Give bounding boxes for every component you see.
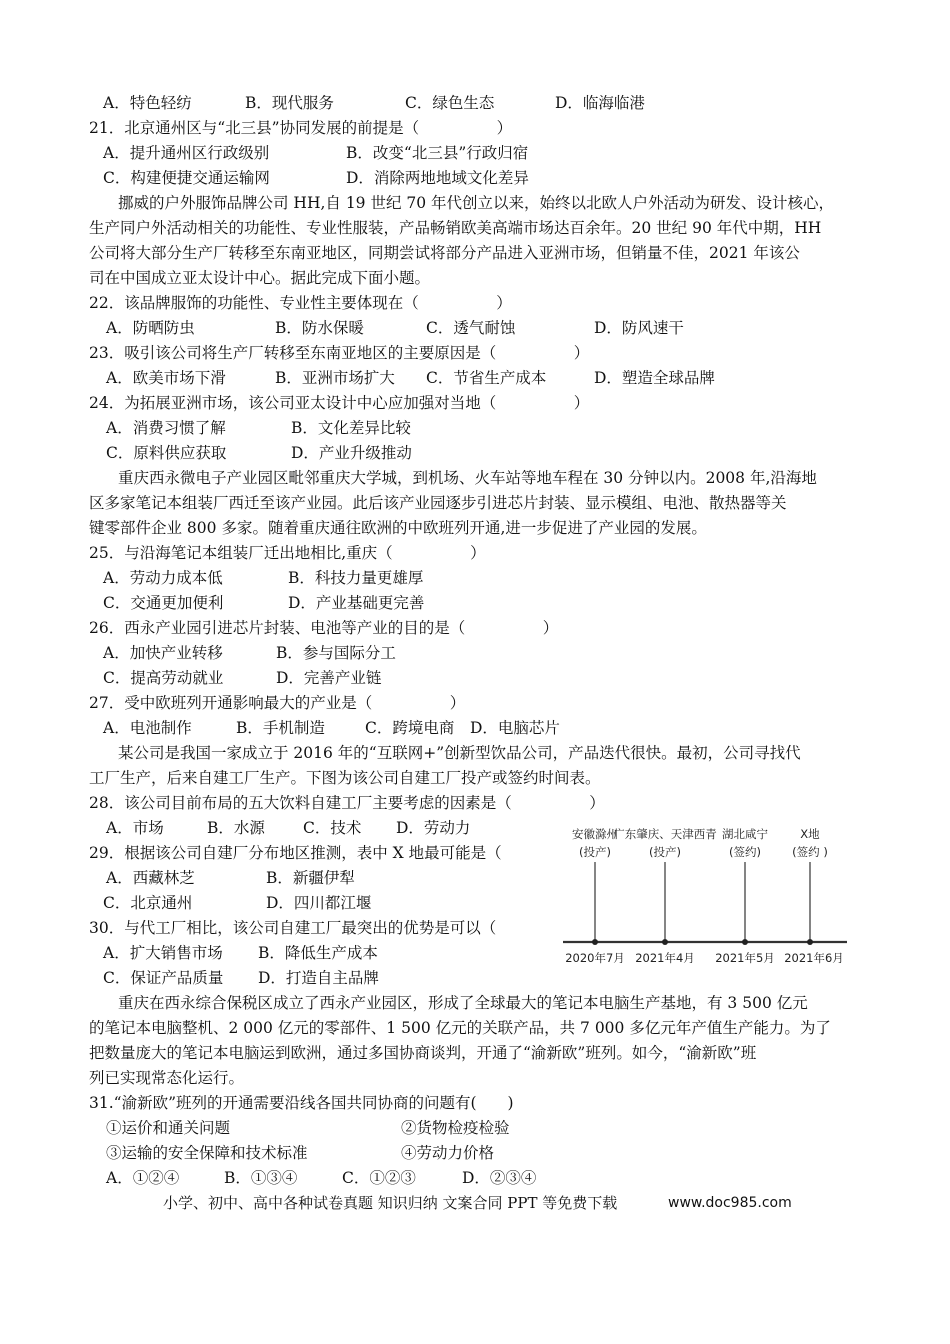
timeline-event-2	[613, 827, 717, 965]
q30-option-c: C．保证产品质量	[103, 969, 224, 987]
q31-option-a: A．①②④	[106, 1169, 180, 1187]
q25-option-c: C．交通更加便利	[103, 594, 224, 612]
q28-option-c: C．技术	[303, 819, 362, 837]
passage-yuxinou-line: 列已实现常态化运行。	[89, 1069, 245, 1087]
q21-option-a: A．提升通州区行政级别	[103, 144, 270, 162]
timeline-status-4: (签约 )	[792, 845, 828, 859]
q27-option-d: D．电脑芯片	[470, 719, 560, 737]
q26-option-b: B．参与国际分工	[276, 644, 396, 662]
q21-option-b: B．改变“北三县”行政归宿	[346, 144, 529, 162]
passage-xiyong-line: 区多家笔记本组装厂西迁至该产业园。此后该产业园逐步引进芯片封装、显示模组、电池、散热器等关	[89, 494, 787, 512]
timeline-status-1: (投产)	[579, 845, 611, 859]
q31-option-c: C．①②③	[342, 1169, 416, 1187]
passage-yuxinou-line: 的笔记本电脑整机、2 000 亿元的零部件、1 500 亿元的关联产品，共 7 000 多亿元年产值生产能力。为了	[89, 1019, 831, 1037]
q28-option-b: B．水源	[207, 819, 265, 837]
timeline-event-3	[715, 827, 775, 965]
passage-hh-line: 生产同户外活动相关的功能性、专业性服装，产品畅销欧美高端市场达百余年。20 世纪 90 年代中期，HH	[89, 219, 822, 237]
q23-stem: 23．吸引该公司将生产厂转移至东南亚地区的主要原因是（ ）	[89, 344, 590, 362]
q26-option-d: D．完善产业链	[276, 669, 382, 687]
q22-option-b: B．防水保暖	[275, 319, 364, 337]
q25-option-d: D．产业基础更完善	[288, 594, 425, 612]
timeline-dot-2	[662, 939, 668, 945]
q27-option-a: A．电池制作	[103, 719, 192, 737]
q21-option-c: C．构建便捷交通运输网	[103, 169, 270, 187]
q31-stem: 31.“渝新欧”班列的开通需要沿线各国共同协商的问题有( )	[89, 1094, 514, 1112]
passage-drink-line: 工厂生产，后来自建工厂生产。下图为该公司自建工厂投产或签约时间表。	[89, 769, 601, 787]
passage-xiyong-line: 重庆西永微电子产业园区毗邻重庆大学城，到机场、火车站等地车程在 30 分钟以内。2008 年,沿海地	[118, 469, 817, 487]
q30-option-d: D．打造自主品牌	[258, 969, 379, 987]
q24-option-d: D．产业升级推动	[291, 444, 412, 462]
q23-option-c: C．节省生产成本	[426, 369, 547, 387]
timeline-event-1	[565, 827, 625, 965]
timeline-status-3: (签约)	[729, 845, 761, 859]
factory-timeline-figure	[555, 820, 855, 970]
q20-option-a: A．特色轻纺	[103, 94, 192, 112]
q27-stem: 27．受中欧班列开通影响最大的产业是（ ）	[89, 694, 466, 712]
timeline-date-2: 2021年4月	[635, 951, 695, 965]
q21-stem: 21．北京通州区与“北三县”协同发展的前提是（ ）	[89, 119, 513, 137]
q31-option-b: B．①③④	[224, 1169, 298, 1187]
timeline-dot-4	[807, 939, 813, 945]
q28-stem: 28．该公司目前布局的五大饮料自建工厂主要考虑的因素是（ ）	[89, 794, 605, 812]
q26-option-a: A．加快产业转移	[103, 644, 223, 662]
q26-stem: 26．西永产业园引进芯片封装、电池等产业的目的是（ ）	[89, 619, 559, 637]
timeline-place-1: 安徽滁州	[572, 827, 618, 841]
timeline-place-4: X地	[800, 827, 820, 841]
q30-option-b: B．降低生产成本	[258, 944, 378, 962]
q22-stem: 22．该品牌服饰的功能性、专业性主要体现在（ ）	[89, 294, 512, 312]
q29-option-d: D．四川都江堰	[266, 894, 372, 912]
q28-option-d: D．劳动力	[396, 819, 471, 837]
q29-option-c: C．北京通州	[103, 894, 193, 912]
q25-stem: 25．与沿海笔记本组装厂迁出地相比,重庆（ ）	[89, 544, 486, 562]
passage-yuxinou-line: 重庆在西永综合保税区成立了西永产业园区，形成了全球最大的笔记本电脑生产基地，有 3 500 亿元	[118, 994, 808, 1012]
q29-stem: 29．根据该公司自建厂分布地区推测，表中 X 地最可能是（	[89, 844, 502, 862]
q29-option-a: A．西藏林芝	[106, 869, 195, 887]
q23-option-b: B．亚洲市场扩大	[275, 369, 395, 387]
passage-hh-line: 挪威的户外服饰品牌公司 HH,自 19 世纪 70 年代创立以来，始终以北欧人户外活动为研发、设计核心，	[118, 194, 835, 212]
q27-option-b: B．手机制造	[236, 719, 325, 737]
timeline-event-4	[784, 827, 844, 965]
q31-item-2: ②货物检疫检验	[401, 1119, 510, 1137]
q25-option-b: B．科技力量更雄厚	[288, 569, 424, 587]
footer-url[interactable]: www.doc985.com	[668, 1195, 792, 1211]
q20-option-c: C．绿色生态	[405, 94, 495, 112]
timeline-dot-3	[742, 939, 748, 945]
q24-option-b: B．文化差异比较	[291, 419, 411, 437]
q29-option-b: B．新疆伊犁	[266, 869, 355, 887]
passage-drink-line: 某公司是我国一家成立于 2016 年的“互联网+”创新型饮品公司，产品迭代很快。最初，公司寻找代	[118, 744, 801, 762]
passage-xiyong-line: 键零部件企业 800 多家。随着重庆通往欧洲的中欧班列开通,进一步促进了产业园的发展。	[89, 519, 707, 537]
q30-option-a: A．扩大销售市场	[103, 944, 223, 962]
passage-hh-line: 司在中国成立亚太设计中心。据此完成下面小题。	[89, 269, 431, 287]
q22-option-d: D．防风速干	[594, 319, 684, 337]
timeline-date-4: 2021年6月	[784, 951, 844, 965]
q20-option-d: D．临海临港	[555, 94, 645, 112]
timeline-date-3: 2021年5月	[715, 951, 775, 965]
q22-option-a: A．防晒防虫	[106, 319, 195, 337]
footer-text: 小学、初中、高中各种试卷真题 知识归纳 文案合同 PPT 等免费下载	[163, 1194, 618, 1212]
q31-option-d: D．②③④	[462, 1169, 537, 1187]
q20-option-b: B．现代服务	[245, 94, 334, 112]
q23-option-d: D．塑造全球品牌	[594, 369, 715, 387]
timeline-place-2: 广东肇庆、天津西青	[613, 827, 717, 841]
passage-yuxinou-line: 把数量庞大的笔记本电脑运到欧洲，通过多国协商谈判，开通了“渝新欧”班列。如今，“渝新欧”班	[89, 1044, 757, 1062]
passage-hh-line: 公司将大部分生产厂转移至东南亚地区，同期尝试将部分产品进入亚洲市场，但销量不佳，2021 年该公	[89, 244, 800, 262]
q30-stem: 30．与代工厂相比，该公司自建工厂最突出的优势是可以（	[89, 919, 497, 937]
q24-option-c: C．原料供应获取	[106, 444, 227, 462]
q24-stem: 24．为拓展亚洲市场，该公司亚太设计中心应加强对当地（ ）	[89, 394, 590, 412]
q23-option-a: A．欧美市场下滑	[106, 369, 226, 387]
q22-option-c: C．透气耐蚀	[426, 319, 516, 337]
q31-item-3: ③运输的安全保障和技术标准	[106, 1144, 308, 1162]
q25-option-a: A．劳动力成本低	[103, 569, 223, 587]
timeline-place-3: 湖北咸宁	[722, 827, 768, 841]
q24-option-a: A．消费习惯了解	[106, 419, 226, 437]
timeline-date-1: 2020年7月	[565, 951, 625, 965]
q26-option-c: C．提高劳动就业	[103, 669, 224, 687]
q21-option-d: D．消除两地地域文化差异	[346, 169, 529, 187]
q27-option-c: C．跨境电商	[365, 719, 455, 737]
timeline-dot-1	[592, 939, 598, 945]
q28-option-a: A．市场	[106, 819, 164, 837]
q31-item-4: ④劳动力价格	[401, 1144, 495, 1162]
q31-item-1: ①运价和通关问题	[106, 1119, 231, 1137]
timeline-status-2: (投产)	[649, 845, 681, 859]
